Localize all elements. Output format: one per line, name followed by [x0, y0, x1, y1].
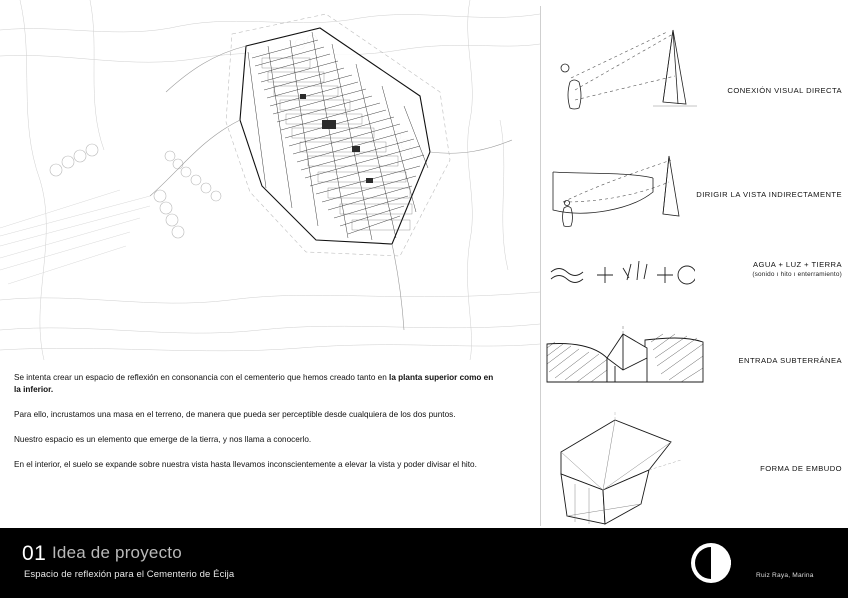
concept-4-labels [739, 356, 843, 365]
funnel-shape-icon [545, 412, 685, 533]
concept-2 [541, 148, 848, 238]
water-light-earth-icon [545, 250, 695, 311]
paragraph-2: Para ello, incrustamos una masa en el terreno, de manera que pueda ser perceptible desde cualquiera de los dos puntos. [14, 409, 456, 419]
concept-1-labels [727, 86, 842, 95]
concept-1-caption: CONEXIÓN VISUAL DIRECTA [727, 86, 842, 95]
concept-4 [541, 322, 848, 402]
sheet-subtitle: Espacio de reflexión para el Cementerio de Écija [24, 569, 235, 580]
concept-1 [541, 18, 848, 128]
curved-surface-view-icon [545, 148, 685, 241]
concept-2-caption: DIRIGIR LA VISTA INDIRECTAMENTE [696, 190, 842, 199]
concept-3-subcaption: (sonido ı hito ı enterramiento) [752, 271, 842, 278]
paragraph-1: Se intenta crear un espacio de reflexión en consonancia con el cementerio que hemos creado tanto en la planta superior como en la inferior. [14, 373, 494, 394]
project-description [14, 372, 494, 483]
author-credit: Ruiz Raya, Marina [756, 572, 814, 579]
paragraph-3: Nuestro espacio es un elemento que emerge de la tierra, y nos llama a conocerlo. [14, 434, 312, 444]
person-looking-at-monolith-icon [545, 18, 715, 131]
paragraph-4: En el interior, el suelo se expande sobre nuestra vista hasta llevamos inconscientemente a elevar la vista y poder divisar el hito. [14, 459, 477, 469]
site-plan-icon [0, 0, 540, 360]
sheet-title: Idea de proyecto [52, 543, 182, 562]
concept-4-caption: ENTRADA SUBTERRÁNEA [738, 356, 842, 365]
concept-5 [541, 412, 848, 532]
concept-5-labels [760, 464, 842, 473]
concept-diagrams [541, 0, 848, 528]
footer-rule [0, 528, 848, 529]
circle-logo-icon [690, 542, 732, 584]
sheet-footer [0, 528, 848, 598]
concept-3-labels [752, 260, 842, 278]
underground-entrance-icon [545, 322, 705, 403]
site-plan [0, 0, 540, 360]
concept-5-caption: FORMA DE EMBUDO [760, 464, 842, 473]
concept-3 [541, 250, 848, 310]
sheet-number: 01 [22, 542, 47, 565]
concept-3-caption: AGUA + LUZ + TIERRA [752, 260, 842, 269]
concept-2-labels [696, 190, 842, 199]
